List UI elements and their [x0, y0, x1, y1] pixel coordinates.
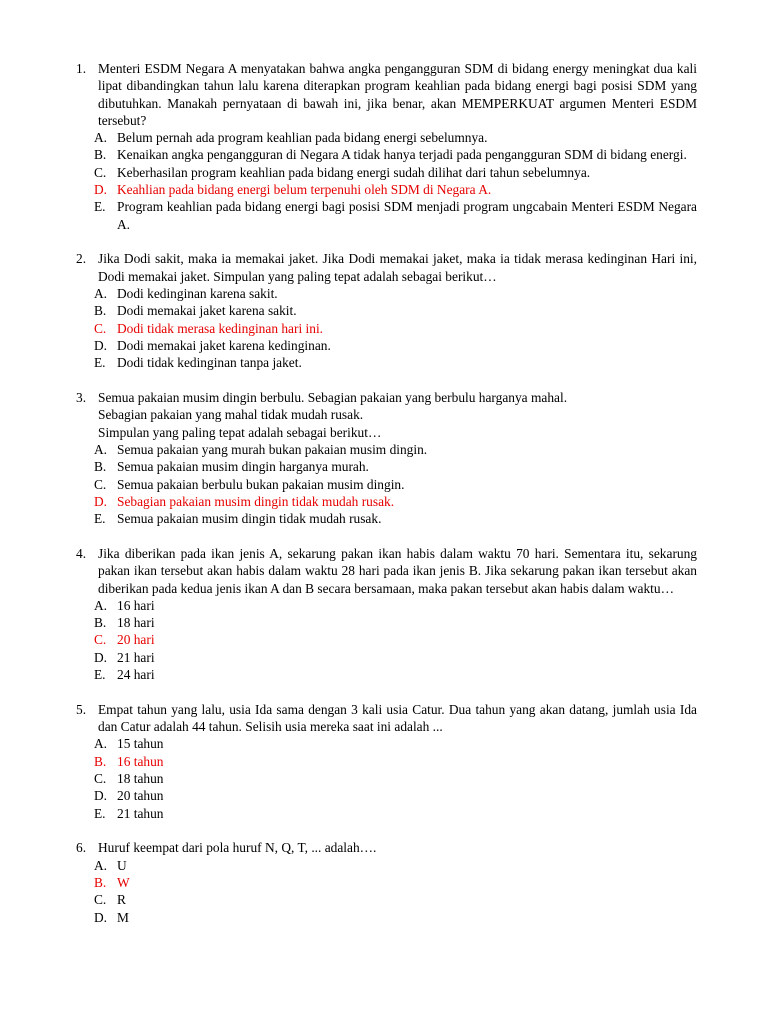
question-5: [76, 701, 697, 822]
option-text: 16 hari: [117, 597, 155, 613]
option-letter: B.: [94, 459, 107, 475]
option-text: M: [117, 909, 129, 925]
option-text: Dodi tidak kedinginan tanpa jaket.: [117, 355, 302, 371]
answer-option: [94, 146, 697, 163]
answer-option-correct: [94, 753, 697, 770]
question-text: [98, 60, 697, 129]
option-text: Semua pakaian yang murah bukan pakaian musim dingin.: [117, 441, 428, 457]
option-letter: B.: [94, 753, 107, 769]
question-spacer: [0, 372, 768, 390]
question-text-line: Jika Dodi sakit, maka ia memakai jaket. Jika Dodi memakai jaket, maka ia tidak merasa kedinginan Hari ini, Dodi memakai jaket. Simpulan yang paling tepat adalah sebagai berikut…: [98, 251, 697, 284]
option-letter: D.: [94, 493, 108, 509]
option-letter: E.: [94, 511, 106, 527]
option-text: 15 tahun: [117, 736, 164, 752]
question-text: [98, 250, 697, 285]
answer-option-correct: [94, 631, 697, 648]
question-text-line: Sebagian pakaian yang mahal tidak mudah rusak.: [98, 407, 364, 423]
option-letter: C.: [94, 320, 107, 336]
question-spacer: [0, 527, 768, 545]
option-letter: D.: [94, 909, 108, 925]
option-text: W: [117, 874, 130, 890]
answer-options: [94, 597, 697, 683]
option-text: Belum pernah ada program keahlian pada bidang energi sebelumnya.: [117, 130, 488, 146]
answer-option: [94, 198, 697, 233]
option-text: 20 hari: [117, 632, 155, 648]
option-text: Keberhasilan program keahlian pada bidang energi sudah dilihat dari tahun sebelumnya.: [117, 164, 591, 180]
option-letter: E.: [94, 355, 106, 371]
option-letter: C.: [94, 770, 107, 786]
answer-option: [94, 129, 697, 146]
option-letter: A.: [94, 130, 108, 146]
question-number: 1.: [76, 61, 87, 76]
answer-option-correct: [94, 493, 697, 510]
answer-option: [94, 666, 697, 683]
question-text: [98, 839, 697, 856]
answer-option: [94, 337, 697, 354]
option-letter: D.: [94, 788, 108, 804]
option-text: Sebagian pakaian musim dingin tidak mudah rusak.: [117, 493, 395, 509]
option-text: Dodi kedinginan karena sakit.: [117, 286, 278, 302]
option-text: Dodi memakai jaket karena sakit.: [117, 303, 297, 319]
option-text: Keahlian pada bidang energi belum terpenuhi oleh SDM di Negara A.: [117, 182, 492, 198]
answer-option: [94, 787, 697, 804]
answer-option-correct: [94, 320, 697, 337]
answer-option-correct: [94, 181, 697, 198]
option-text: 21 hari: [117, 649, 155, 665]
question-number: 6.: [76, 840, 87, 856]
question-text-line: Semua pakaian musim dingin berbulu. Sebagian pakaian yang berbulu harganya mahal.: [98, 390, 568, 406]
document-page: [0, 60, 768, 926]
answer-option: [94, 614, 697, 631]
question-number: 4.: [76, 545, 87, 561]
option-letter: B.: [94, 874, 107, 890]
option-text: 24 hari: [117, 667, 155, 682]
option-letter: B.: [94, 147, 107, 163]
question-text-line: Empat tahun yang lalu, usia Ida sama dengan 3 kali usia Catur. Dua tahun yang akan datang, jumlah usia Ida dan Catur adalah 44 tahun. Selisih usia mereka saat ini adalah ...: [98, 701, 697, 735]
option-letter: D.: [94, 182, 108, 198]
answer-option: [94, 354, 697, 371]
option-letter: E.: [94, 199, 106, 215]
option-letter: C.: [94, 164, 107, 180]
answer-options: [94, 129, 697, 233]
answer-option: [94, 441, 697, 458]
question-1: [76, 60, 697, 233]
question-text: [98, 389, 697, 441]
option-letter: A.: [94, 286, 108, 302]
answer-options: [94, 441, 697, 527]
answer-option: [94, 510, 697, 527]
answer-option: [94, 857, 697, 874]
option-text: 18 tahun: [117, 770, 164, 786]
question-2: [76, 250, 697, 371]
option-text: 18 hari: [117, 615, 155, 631]
option-text: Dodi memakai jaket karena kedinginan.: [117, 337, 331, 353]
option-letter: A.: [94, 597, 108, 613]
option-letter: D.: [94, 649, 108, 665]
question-text-line: Huruf keempat dari pola huruf N, Q, T, ... adalah….: [98, 840, 377, 856]
question-spacer: [0, 683, 768, 701]
option-letter: B.: [94, 615, 107, 631]
question-text: [98, 701, 697, 736]
question-number: 2.: [76, 251, 87, 267]
question-text-line: Menteri ESDM Negara A menyatakan bahwa angka pengangguran SDM di bidang energy meningkat dua kali lipat dibandingkan tahun lalu karena diterapkan program keahlian pada bidang energi bagi posisi SDM yang dibutuhkan. Manakah pernyataan di bawah ini, jika benar, akan MEMPERKUAT argumen Menteri ESDM tersebut?: [98, 61, 697, 128]
option-text: R: [117, 892, 126, 908]
option-letter: C.: [94, 892, 107, 908]
option-text: Semua pakaian musim dingin tidak mudah rusak.: [117, 511, 382, 527]
option-letter: A.: [94, 441, 108, 457]
question-text: [98, 545, 697, 597]
option-text: Program keahlian pada bidang energi bagi posisi SDM menjadi program ungcabain Menteri ESDM Negara A.: [117, 199, 697, 232]
question-text-line: Simpulan yang paling tepat adalah sebagai berikut…: [98, 424, 382, 440]
question-spacer: [0, 822, 768, 840]
option-text: Kenaikan angka pengangguran di Negara A tidak hanya terjadi pada pengangguran SDM di bidang energi.: [117, 147, 687, 163]
option-text: 16 tahun: [117, 753, 164, 769]
answer-option: [94, 458, 697, 475]
option-letter: A.: [94, 857, 108, 873]
answer-option: [94, 597, 697, 614]
option-text: U: [117, 857, 127, 873]
answer-option: [94, 891, 697, 908]
answer-option: [94, 909, 697, 926]
option-letter: C.: [94, 476, 107, 492]
question-text-line: Jika diberikan pada ikan jenis A, sekarung pakan ikan habis dalam waktu 70 hari. Sementara itu, sekarung pakan ikan tersebut akan habis dalam waktu 28 hari pada ikan jenis B. Jika sekarung pakan ikan tersebut akan diberikan pada kedua jenis ikan A dan B secara bersamaan, maka pakan tersebut akan habis dalam waktu…: [98, 545, 697, 596]
answer-option: [94, 770, 697, 787]
question-spacer: [0, 233, 768, 251]
answer-option-correct: [94, 874, 697, 891]
answer-option: [94, 285, 697, 302]
question-number: 3.: [76, 390, 87, 406]
answer-option: [94, 164, 697, 181]
option-letter: C.: [94, 632, 107, 648]
question-number: 5.: [76, 701, 87, 717]
answer-option: [94, 805, 697, 822]
answer-options: [94, 857, 697, 926]
question-4: [76, 545, 697, 683]
option-letter: B.: [94, 303, 107, 319]
option-letter: E.: [94, 667, 106, 682]
answer-options: [94, 285, 697, 371]
answer-options: [94, 735, 697, 821]
option-letter: D.: [94, 337, 108, 353]
option-text: Semua pakaian berbulu bukan pakaian musim dingin.: [117, 476, 405, 492]
option-letter: E.: [94, 805, 106, 821]
answer-option: [94, 476, 697, 493]
answer-option: [94, 649, 697, 666]
question-3: [76, 389, 697, 527]
option-text: Semua pakaian musim dingin harganya murah.: [117, 459, 369, 475]
answer-option: [94, 302, 697, 319]
option-text: 20 tahun: [117, 788, 164, 804]
question-6: [76, 839, 697, 925]
option-text: Dodi tidak merasa kedinginan hari ini.: [117, 320, 324, 336]
option-letter: A.: [94, 736, 108, 752]
option-text: 21 tahun: [117, 805, 164, 821]
answer-option: [94, 735, 697, 752]
